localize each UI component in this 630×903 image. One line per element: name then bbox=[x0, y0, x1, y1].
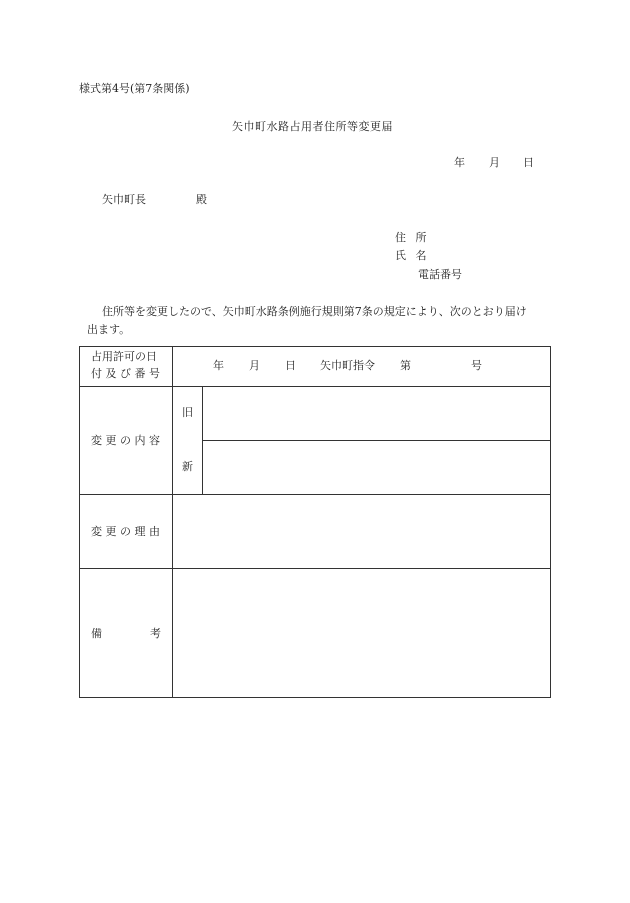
date-year-label: 年 bbox=[454, 156, 465, 169]
new-label: 新 bbox=[182, 460, 193, 473]
addressee-honorific: 殿 bbox=[196, 193, 207, 206]
date-month-label: 月 bbox=[489, 156, 500, 169]
form-number: 様式第4号(第7条関係) bbox=[79, 82, 190, 95]
change-reason-cell bbox=[173, 495, 550, 568]
permit-year-label: 年 bbox=[213, 359, 224, 372]
change-content-label: 変 更 の 内 容 bbox=[91, 434, 160, 447]
old-value-cell bbox=[203, 387, 550, 440]
remarks-label-left: 備 bbox=[91, 627, 102, 640]
remarks-label-right: 考 bbox=[150, 627, 161, 640]
addressee-name: 矢巾町長 bbox=[102, 193, 146, 206]
change-reason-label: 変 更 の 理 由 bbox=[91, 525, 160, 538]
address-label: 住 所 bbox=[395, 231, 427, 244]
document-title: 矢巾町水路占用者住所等変更届 bbox=[232, 120, 393, 133]
permit-label-line2: 付 及 び 番 号 bbox=[91, 367, 160, 380]
permit-month-label: 月 bbox=[249, 359, 260, 372]
name-label: 氏 名 bbox=[395, 249, 427, 262]
permit-day-label: 日 bbox=[285, 359, 296, 372]
body-text-line1: 住所等を変更したので、矢巾町水路条例施行規則第7条の規定により、次のとおり届け bbox=[102, 305, 527, 318]
new-value-cell bbox=[203, 441, 550, 494]
phone-label: 電話番号 bbox=[418, 268, 462, 281]
remarks-cell bbox=[173, 569, 550, 697]
permit-label-line1: 占用許可の日 bbox=[91, 350, 157, 363]
permit-go: 号 bbox=[471, 359, 482, 372]
body-text-line2: 出ます。 bbox=[87, 323, 131, 336]
old-label: 旧 bbox=[182, 406, 193, 419]
change-notification-table bbox=[79, 346, 551, 698]
permit-authority: 矢巾町指令 bbox=[320, 359, 375, 372]
date-day-label: 日 bbox=[523, 156, 534, 169]
permit-dai: 第 bbox=[400, 359, 411, 372]
